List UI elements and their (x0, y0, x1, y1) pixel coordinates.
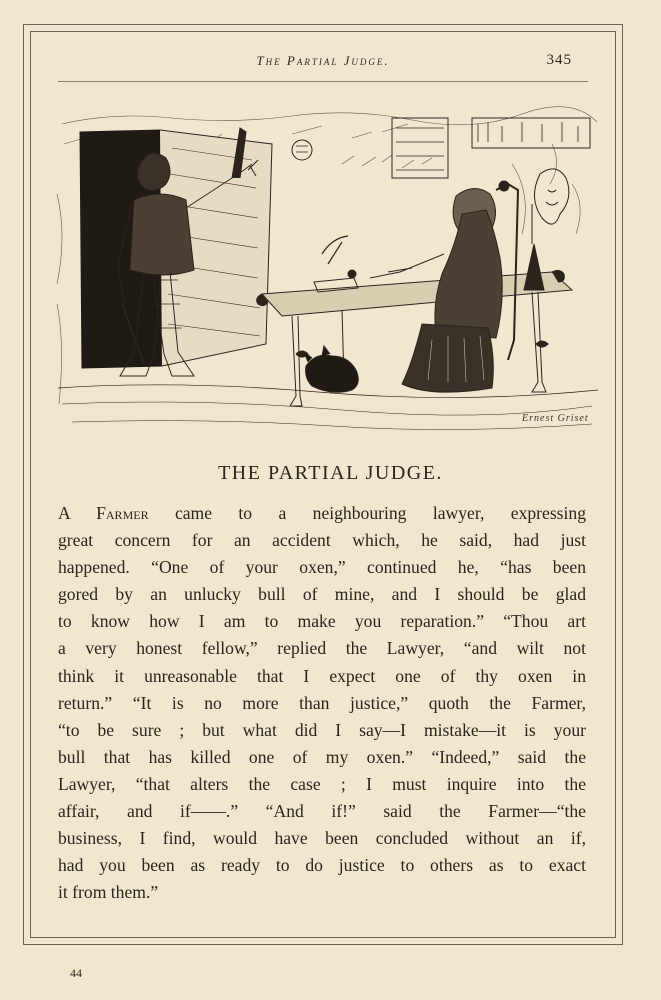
fable-line: gored by an unlucky bull of mine, and I should be glad (58, 584, 586, 605)
artist-signature: Ernest Griset (522, 413, 589, 424)
fable-body (58, 500, 586, 906)
cat-shape (306, 355, 359, 392)
fable-line: bull that has killed one of my oxen.” “Indeed,” said the (58, 746, 586, 767)
fable-title: THE PARTIAL JUDGE. (218, 462, 443, 484)
fable-line: great concern for an accident which, he said, had just (58, 530, 586, 551)
page-number: 345 (546, 52, 572, 68)
header-rule (58, 81, 588, 82)
fable-line: it from them.” (58, 882, 159, 903)
cabinet-shape (392, 118, 448, 178)
running-title: The Partial Judge. (256, 53, 390, 68)
fable-line: had you been as ready to do justice to others as to exact (58, 855, 586, 876)
fable-line: a very honest fellow,” replied the Lawyer, “and wilt not (58, 638, 586, 659)
fable-line: return.” “It is no more than justice,” quoth the Farmer, (58, 692, 586, 713)
farmer-small-caps: Farmer (96, 503, 149, 523)
signature-mark: 44 (70, 966, 82, 980)
fable-line: think it unreasonable that I expect one of thy oxen in (58, 665, 586, 686)
fable-line: “to be sure ; but what did I say—I mistake—it is your (58, 719, 586, 740)
fable-line: A Farmer came to a neighbouring lawyer, expressing (58, 503, 586, 523)
fable-line: business, I find, would have been concluded without an if, (58, 828, 586, 849)
fable-line: to know how I am to make you reparation.” “Thou art (58, 611, 586, 632)
engraving-illustration (52, 104, 600, 434)
fable-line: happened. “One of your oxen,” continued he, “has been (58, 557, 586, 578)
fable-line: Lawyer, “that alters the case ; I must inquire into the (58, 773, 586, 794)
running-head (30, 50, 616, 74)
fable-line: affair, and if——.” “And if!” said the Farmer—“the (58, 801, 586, 822)
